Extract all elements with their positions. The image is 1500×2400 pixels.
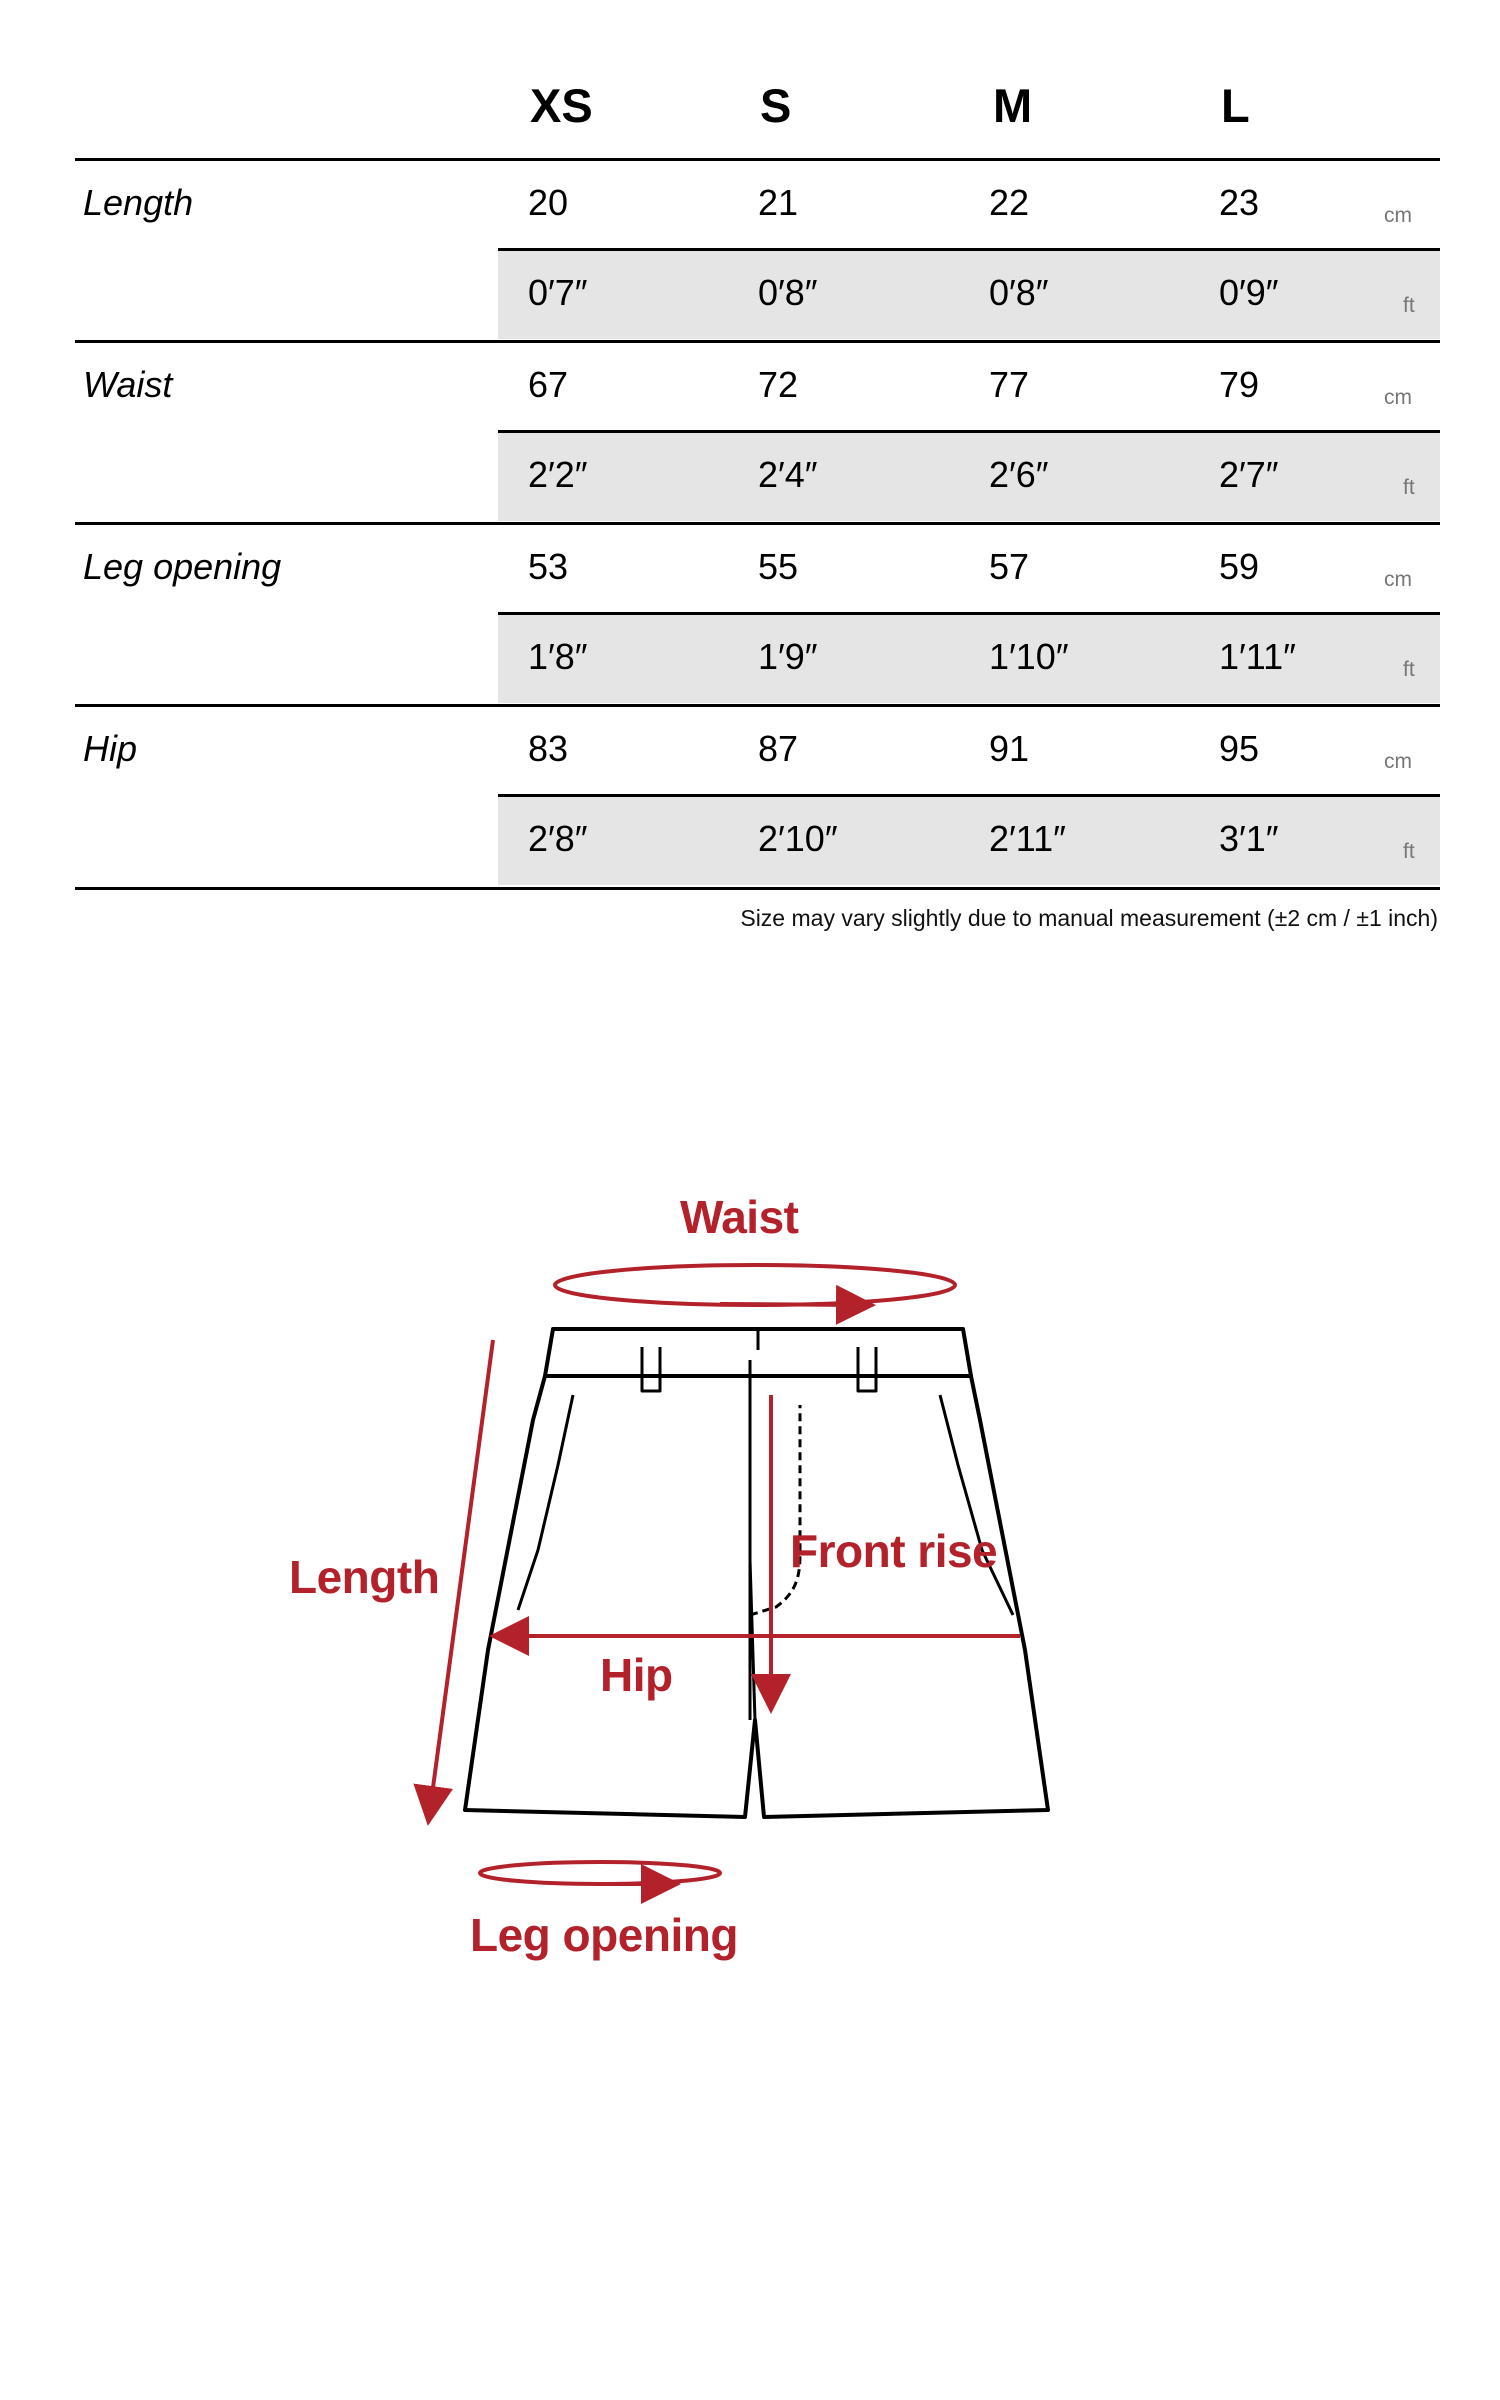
length-ft-l: 0′9″ <box>1219 272 1279 313</box>
size-header-l: L <box>1221 79 1250 132</box>
measurement-divider <box>75 704 1440 707</box>
hip-ft-m: 2′11″ <box>989 818 1066 859</box>
waist-cm-xs: 67 <box>528 364 569 405</box>
waist-ft-s: 2′4″ <box>758 454 818 495</box>
size-header-row <box>75 0 1440 158</box>
unit-cm-label: cm <box>1384 204 1412 227</box>
measurement-label-length: Length <box>83 182 194 223</box>
shorts-illustration <box>0 1150 1500 2000</box>
length-ft-s: 0′8″ <box>758 272 818 313</box>
waist-ft-l: 2′7″ <box>1219 454 1279 495</box>
diagram-label-front-rise: Front rise <box>790 1525 998 1577</box>
waist-ft-m: 2′6″ <box>989 454 1049 495</box>
size-header-s: S <box>760 79 792 132</box>
measurement-divider <box>75 340 1440 343</box>
measurement-label-hip: Hip <box>83 728 138 769</box>
length-cm-xs: 20 <box>528 182 569 223</box>
leg-opening-ft-s: 1′9″ <box>758 636 818 677</box>
table-divider <box>75 158 1440 161</box>
row-divider <box>498 612 1440 615</box>
unit-cm-label: cm <box>1384 386 1412 409</box>
leg-opening-ft-m: 1′10″ <box>989 636 1069 677</box>
length-cm-l: 23 <box>1219 182 1260 223</box>
measurement-label-waist: Waist <box>83 364 173 405</box>
measurement-label-leg-opening: Leg opening <box>83 546 282 587</box>
row-divider <box>498 430 1440 433</box>
size-header-xs: XS <box>530 79 593 132</box>
length-cm-m: 22 <box>989 182 1030 223</box>
leg-opening-ft-xs: 1′8″ <box>528 636 588 677</box>
unit-ft-label: ft <box>1403 658 1415 681</box>
size-header-m: M <box>993 79 1033 132</box>
hip-cm-s: 87 <box>758 728 799 769</box>
measurement-divider <box>75 522 1440 525</box>
table-bottom-rule <box>75 887 1440 890</box>
leg-opening-cm-s: 55 <box>758 546 799 587</box>
diagram-label-hip: Hip <box>600 1649 673 1701</box>
hip-ft-band <box>498 797 1440 885</box>
waist-cm-l: 79 <box>1219 364 1260 405</box>
measurement-note: Size may vary slightly due to manual measurement (±2 cm / ±1 inch) <box>740 905 1438 931</box>
hip-cm-l: 95 <box>1219 728 1260 769</box>
length-cm-s: 21 <box>758 182 799 223</box>
leg-opening-cm-l: 59 <box>1219 546 1260 587</box>
unit-cm-label: cm <box>1384 568 1412 591</box>
hip-ft-xs: 2′8″ <box>528 818 588 859</box>
shorts-measurement-diagram <box>0 1150 1500 2000</box>
waist-cm-m: 77 <box>989 364 1030 405</box>
diagram-label-length: Length <box>289 1551 440 1603</box>
row-divider <box>498 794 1440 797</box>
hip-ft-s: 2′10″ <box>758 818 838 859</box>
waist-ft-xs: 2′2″ <box>528 454 588 495</box>
length-ft-m: 0′8″ <box>989 272 1049 313</box>
unit-ft-label: ft <box>1403 476 1415 499</box>
row-divider <box>498 248 1440 251</box>
diagram-label-waist: Waist <box>680 1191 799 1243</box>
length-ft-xs: 0′7″ <box>528 272 588 313</box>
leg-opening-ft-band <box>498 615 1440 703</box>
unit-ft-label: ft <box>1403 840 1415 863</box>
hip-ft-l: 3′1″ <box>1219 818 1279 859</box>
hip-cm-xs: 83 <box>528 728 569 769</box>
leg-opening-ft-l: 1′11″ <box>1219 636 1296 677</box>
unit-ft-label: ft <box>1403 294 1415 317</box>
waist-cm-s: 72 <box>758 364 799 405</box>
leg-opening-cm-xs: 53 <box>528 546 569 587</box>
waist-ft-band <box>498 433 1440 521</box>
unit-cm-label: cm <box>1384 750 1412 773</box>
leg-opening-cm-m: 57 <box>989 546 1030 587</box>
length-ft-band <box>498 251 1440 339</box>
hip-cm-m: 91 <box>989 728 1030 769</box>
diagram-label-leg-opening: Leg opening <box>470 1909 738 1961</box>
